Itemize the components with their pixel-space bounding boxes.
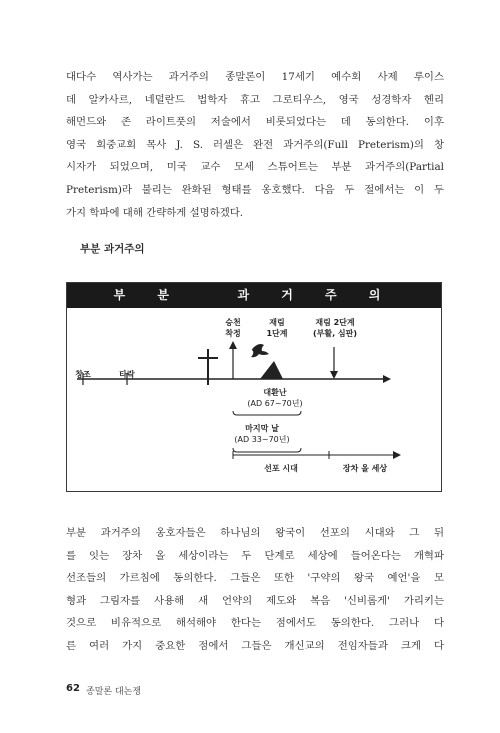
text-line: 가지 학파에 대해 간략하게 설명하겠다. xyxy=(66,206,244,219)
text-line: Preterism)라 불리는 완화된 형태를 옹호했다. 다음 두 절에서는 이 두 xyxy=(66,183,444,196)
diagram-title: 부 분 과 거 주 의 xyxy=(113,288,395,302)
label-last-days: 마지막 날 xyxy=(245,424,279,433)
label-future-age: 장차 올 세상 xyxy=(342,464,388,473)
text-line: 부분 과거주의 옹호자들은 하나님의 왕국이 선포의 시대와 그 뒤 xyxy=(66,527,444,539)
timeline-arrowhead xyxy=(383,375,391,383)
second-coming-arrowhead xyxy=(330,371,338,379)
label-great-tribulation-years: (AD 67~70년) xyxy=(247,399,303,408)
label-ascension-1: 승천 xyxy=(225,318,241,327)
text-line: 선조들의 가르침에 동의한다. 그들은 또한 '구약의 왕국 예언'을 모 xyxy=(66,572,444,585)
label-second-coming-1: 재림 xyxy=(269,318,285,327)
text-line: 대다수 역사가는 과거주의 종말론이 17세기 예수회 사제 루이스 xyxy=(66,71,444,83)
label-second-coming-1b: 1단계 xyxy=(266,329,288,338)
running-title: 종말론 대논쟁 xyxy=(86,687,142,697)
text-line: 른 여러 가지 중요한 점에서 그들은 개신교의 전임자들과 크게 다 xyxy=(66,639,444,652)
intro-paragraph xyxy=(66,66,444,224)
label-great-tribulation: 대환난 xyxy=(263,388,287,397)
page-number: 62 xyxy=(66,683,80,694)
partial-preterism-diagram xyxy=(66,282,442,492)
label-fall: 타락 xyxy=(119,370,135,379)
text-line: 해먼드와 존 라이트풋의 저술에서 비롯되었다는 데 동의한다. 이후 xyxy=(66,116,444,129)
text-line: 시자가 되었으며, 미국 교수 모세 스튜어트는 부분 과거주의(Partial xyxy=(66,161,444,174)
text-line: 것으로 비유적으로 해석해야 한다는 점에서도 동의한다. 그러나 다 xyxy=(66,617,444,630)
label-ascension-2: 착정 xyxy=(225,329,241,338)
section-heading: 부분 과거주의 xyxy=(80,243,145,255)
body-paragraph xyxy=(66,522,444,658)
dove-icon xyxy=(251,344,269,357)
label-creation: 창조 xyxy=(75,370,91,379)
text-line: 영국 회중교회 목사 J. S. 러셀은 완전 과거주의(Full Preterism)의 창 xyxy=(66,138,444,151)
ascension-arrowhead xyxy=(229,341,237,349)
text-line: 데 알카사르, 네덜란드 법학자 휴고 그로티우스, 영국 성경학자 헨리 xyxy=(66,93,444,106)
text-line: 형과 그림자를 사용해 새 언약의 제도와 복음 '신비롭게' 가리키는 xyxy=(66,594,444,607)
label-gospel-era: 선포 시대 xyxy=(264,464,298,473)
label-last-days-years: (AD 33~70년) xyxy=(234,435,290,444)
tribulation-shape xyxy=(260,361,283,379)
future-age-arrowhead xyxy=(393,451,401,459)
text-line: 를 잇는 장차 올 세상이라는 두 단계로 세상에 들어온다는 개혁파 xyxy=(66,549,444,562)
label-second-coming-2: 재림 2단계 xyxy=(315,318,355,327)
tribulation-brace xyxy=(233,411,301,415)
label-second-coming-2b: (부활, 심판) xyxy=(312,329,358,338)
last-days-brace xyxy=(233,448,301,452)
